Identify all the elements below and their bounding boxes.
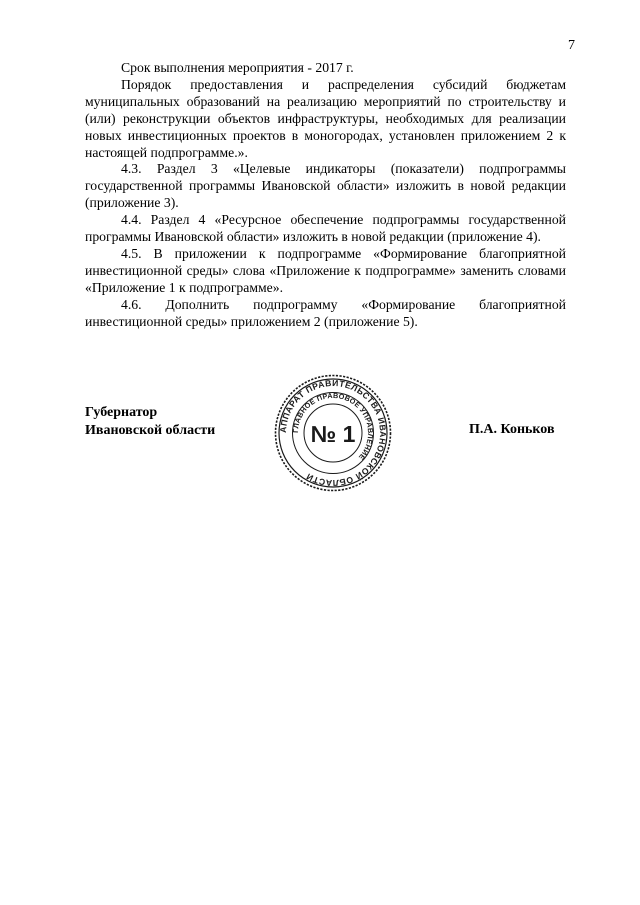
official-seal-icon xyxy=(274,374,392,492)
document-body xyxy=(85,60,566,331)
signatory-title-line1: Губернатор xyxy=(85,405,158,420)
paragraph-item-4-3: 4.3. Раздел 3 «Целевые индикаторы (показатели) подпрограммы государственной программы Ивановской области» изложить в новой редакции (приложение 3). xyxy=(85,161,566,211)
paragraph-deadline: Срок выполнения мероприятия - 2017 г. xyxy=(121,60,354,75)
seal-inner-text: ГЛАВНОЕ ПРАВОВОЕ УПРАВЛЕНИЕ xyxy=(290,390,376,462)
seal-number: № 1 xyxy=(310,421,356,447)
signatory-title xyxy=(85,404,215,439)
paragraph-item-4-5: 4.5. В приложении к подпрограмме «Формирование благоприятной инвестиционной среды» слова «Приложение к подпрограмме» заменить словами «Приложение 1 к подпрограмме». xyxy=(85,245,566,295)
signatory-title-line2: Ивановской области xyxy=(85,422,216,438)
seal-outer-text: АППАРАТ ПРАВИТЕЛЬСТВА ИВАНОВСКОЙ ОБЛАСТИ xyxy=(277,377,389,489)
paragraph-subsidy-procedure: Порядок предоставления и распределения субсидий бюджетам муниципальных образований на реализацию мероприятий по строительству и (или) реконструкции объектов инфраструктуры, необходимых для реализации новых инвестиционных проектов в моногородах, установлен приложением 2 к настоящей подпрограмме.». xyxy=(85,76,566,160)
page-number: 7 xyxy=(568,38,575,53)
paragraph-item-4-4: 4.4. Раздел 4 «Ресурсное обеспечение подпрограммы государственной программы Ивановской области» изложить в новой редакции (приложение 4). xyxy=(85,212,566,245)
paragraph-item-4-6: 4.6. Дополнить подпрограмму «Формирование благоприятной инвестиционной среды» приложением 2 (приложение 5). xyxy=(85,296,566,329)
signatory-name: П.А. Коньков xyxy=(469,422,555,437)
